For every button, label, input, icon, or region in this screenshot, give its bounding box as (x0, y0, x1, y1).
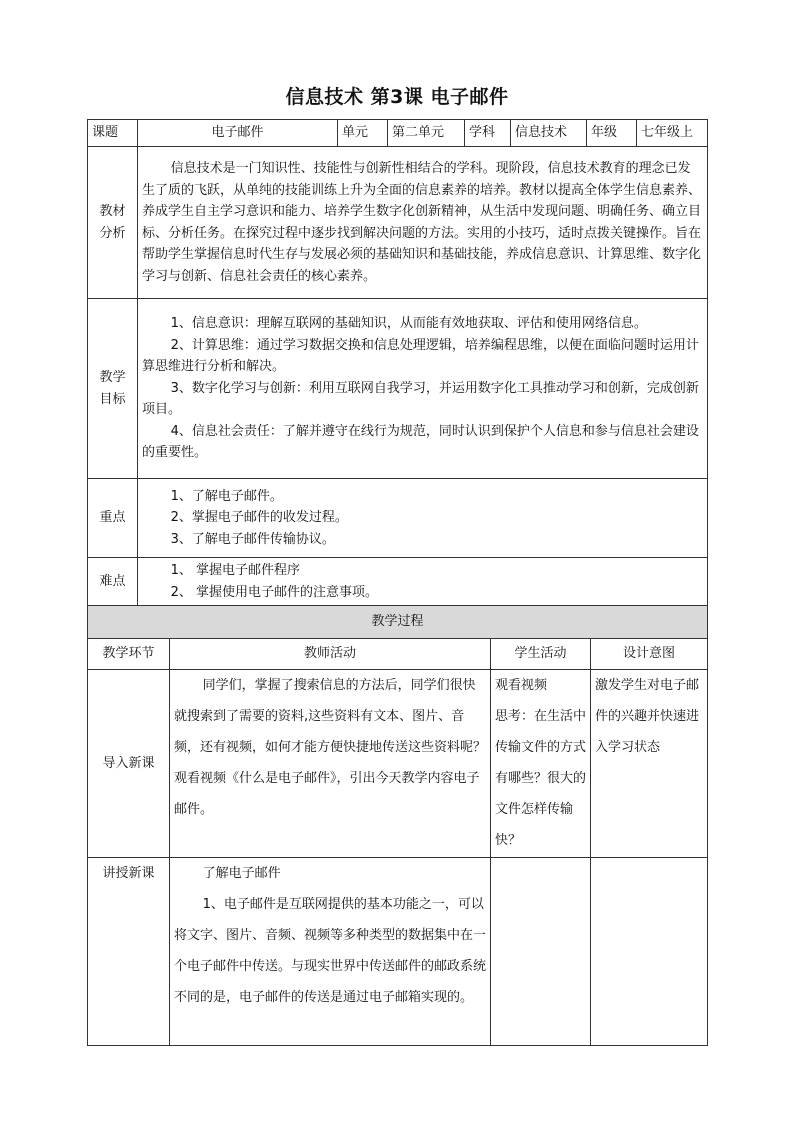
title-subject: 信息技术 (285, 86, 364, 108)
header-stage: 教学环节 (88, 639, 170, 670)
key-points-cell (138, 479, 708, 558)
analysis-label: 教材 分析 (88, 147, 138, 299)
grade-value: 七年级上 (637, 120, 708, 147)
process-section-title: 教学过程 (88, 606, 708, 639)
info-row (88, 120, 708, 147)
unit-value: 第二单元 (388, 120, 465, 147)
header-design: 设计意图 (591, 639, 708, 670)
document-title (0, 82, 794, 109)
objectives-row (88, 299, 708, 479)
process-section-row (88, 606, 708, 639)
key-point-item: 1、了解电子邮件。 (170, 488, 283, 504)
key-points-label: 重点 (88, 479, 138, 558)
teacher-activity-new-lesson: 了解电子邮件 1、电子邮件是互联网提供的基本功能之一，可以将文字、图片、音频、视频等多种类型的数据集中在一个电子邮件中传送。与现实世界中传送邮件的邮政系统不同的是，电子邮件的传送是通过电子邮箱实现的。 (170, 858, 491, 1046)
objective-item: 3、数字化学习与创新：利用互联网自我学习，并运用数字化工具推动学习和创新，完成创新项目。 (142, 380, 699, 418)
analysis-text-cell (138, 147, 708, 299)
key-points-row (88, 479, 708, 558)
grade-label: 年级 (587, 120, 637, 147)
header-student: 学生活动 (491, 639, 591, 670)
analysis-row (88, 147, 708, 299)
topic-label: 课题 (88, 120, 138, 147)
objective-item: 4、信息社会责任：了解并遵守在线行为规范，同时认识到保护个人信息和参与信息社会建设的重要性。 (142, 423, 699, 461)
subject-value: 信息技术 (511, 120, 587, 147)
difficulties-row (88, 558, 708, 606)
objective-item: 1、信息意识：理解互联网的基础知识，从而能有效地获取、评估和使用网络信息。 (170, 316, 647, 332)
stage-intro: 导入新课 (88, 670, 170, 858)
header-teacher: 教师活动 (170, 639, 491, 670)
title-lesson: 第3课 (370, 86, 424, 108)
lesson-info-table (87, 119, 708, 606)
objectives-cell (138, 299, 708, 479)
student-activity-intro: 观看视频 思考：在生活中传输文件的方式有哪些？很大的文件怎样传输快？ (491, 670, 591, 858)
process-row-intro (88, 670, 708, 858)
difficulty-item: 1、 掌握电子邮件程序 (170, 563, 300, 578)
teaching-process-table (87, 605, 708, 1046)
design-intent-intro: 激发学生对电子邮件的兴趣并快速进入学习状态 (591, 670, 708, 858)
subject-label: 学科 (465, 120, 511, 147)
process-header-row (88, 639, 708, 670)
objectives-label: 教学 目标 (88, 299, 138, 479)
student-activity-new-lesson (491, 858, 591, 1046)
teacher-activity-heading: 了解电子邮件 (202, 866, 281, 881)
analysis-text: 信息技术是一门知识性、技能性与创新性相结合的学科。现阶段，信息技术教育的理念已发生了质的飞跃，从单纯的技能训练上升为全面的信息素养的培养。教材以提高全体学生信息素养、养成学生自主学习意识和能力、培养学生数字化创新精神，从生活中发现问题、明确任务、确立目标、分析任务。在探究过程中逐步找到解决问题的方法。实用的小技巧，适时点拨关键操作。旨在帮助学生掌握信息时代生存与发展必须的基础知识和基础技能，养成信息意识、计算思维、数字化学习与创新、信息社会责任的核心素养。 (142, 161, 702, 284)
stage-new-lesson: 讲授新课 (88, 858, 170, 1046)
design-intent-new-lesson (591, 858, 708, 1046)
process-row-new-lesson (88, 858, 708, 1046)
difficulties-label: 难点 (88, 558, 138, 606)
difficulties-cell (138, 558, 708, 606)
title-topic: 电子邮件 (430, 86, 509, 108)
unit-label: 单元 (338, 120, 388, 147)
difficulty-item: 2、 掌握使用电子邮件的注意事项。 (170, 584, 378, 600)
teacher-activity-intro: 同学们，掌握了搜索信息的方法后，同学们很快就搜索到了需要的资料,这些资料有文本、图片、音频，还有视频，如何才能方便快捷地传送这些资料呢？观看视频《什么是电子邮件》，引出今天教学内容电子邮件。 (170, 670, 491, 858)
objective-item: 2、计算思维：通过学习数据交换和信息处理逻辑，培养编程思维，以便在面临问题时运用计算思维进行分析和解决。 (142, 337, 699, 375)
key-point-item: 2、掌握电子邮件的收发过程。 (170, 510, 348, 526)
topic-value: 电子邮件 (138, 120, 338, 147)
key-point-item: 3、了解电子邮件传输协议。 (170, 531, 335, 547)
